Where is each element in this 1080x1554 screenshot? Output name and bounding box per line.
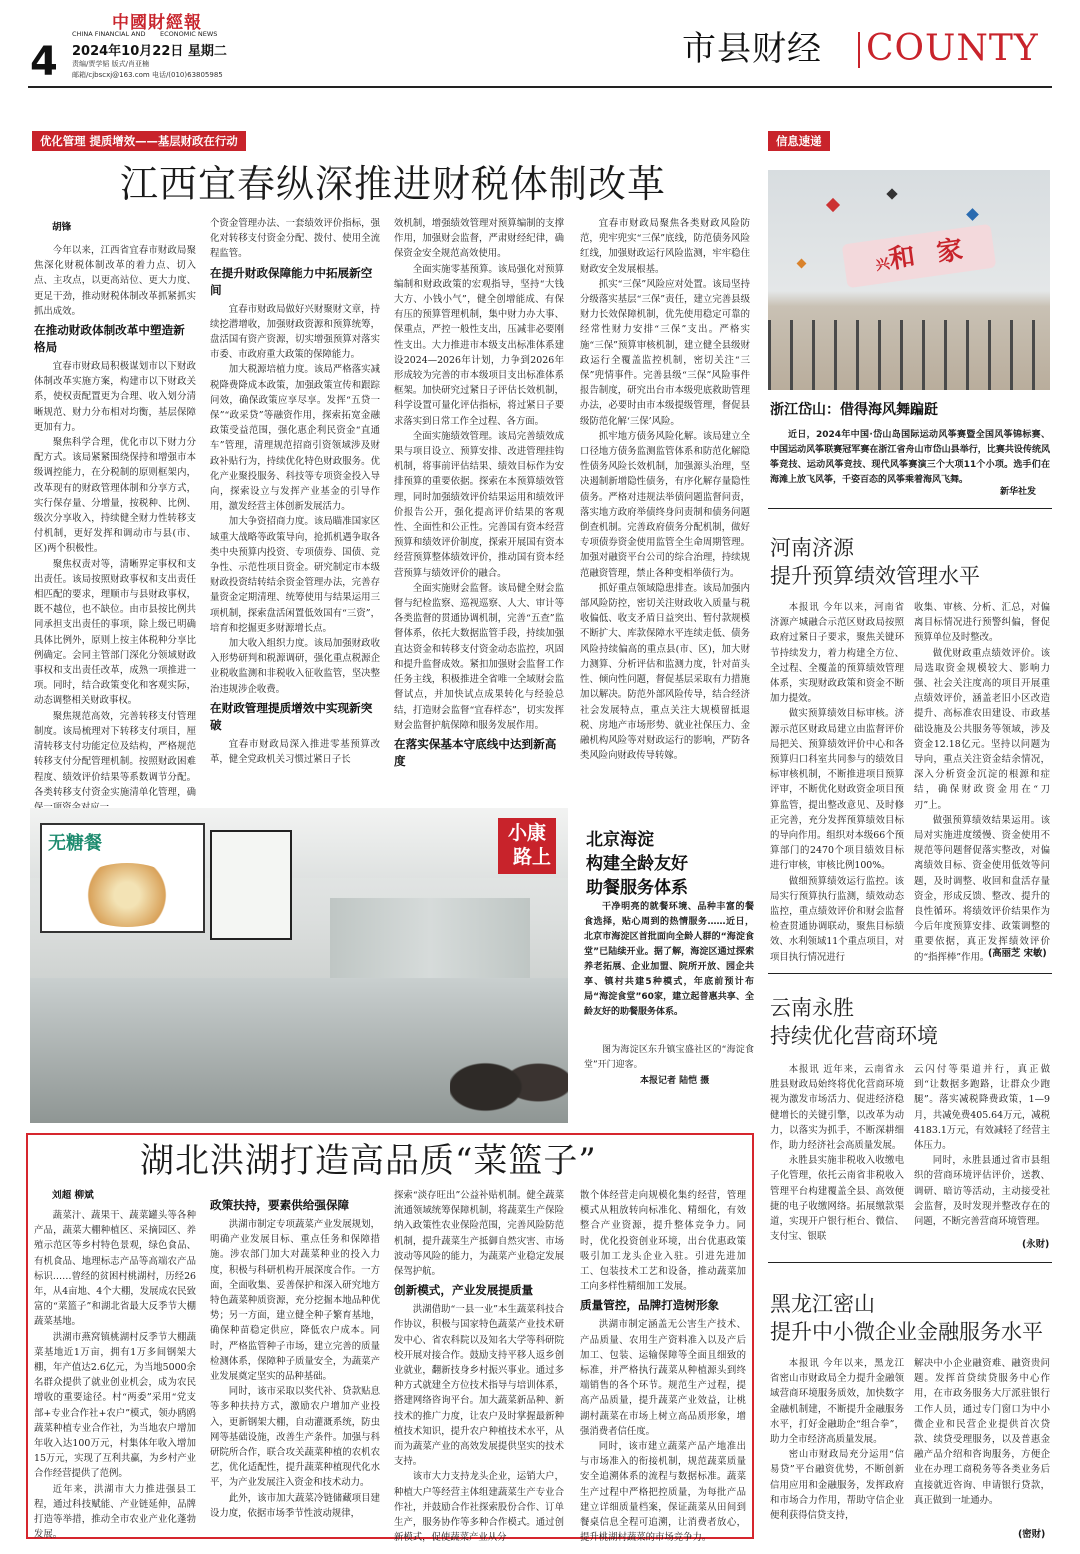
paragraph: 做实预算绩效目标审核。济源示范区财政局建立由监督评价局把关、预算绩效评价中心和各预算归口科室共同参与的绩效目标审核机制，不断推进项目预算评审，不断优化财政资金项目预算监管，提出整改意见、及时修正完善，充分发挥预算绩效目标的导向作用。组织对本级66个预算部门的2470个项目绩效目标进行审核，审核比例100%。 bbox=[770, 708, 904, 872]
brief4-title-line1: 黑龙江密山 bbox=[770, 1292, 875, 1316]
feature-title-line3: 助餐服务体系 bbox=[586, 878, 688, 898]
subheading: 政策扶持，要素供给强保障 bbox=[210, 1198, 350, 1212]
article1-col4 bbox=[580, 216, 750, 796]
subheading: 在提升财政保障能力中拓展新空间 bbox=[210, 265, 373, 297]
paragraph: 今年以来，江西省宜春市财政局聚焦深化财税体制改革的着力点、切入点、主攻点，以更高站位、更大力度、更足干劲，推动财税体制改革抓紧抓实抓出成效。 bbox=[34, 245, 196, 317]
paragraph: 收集、审核、分析、汇总，对偏离目标情况进行预警纠偏，督促预算单位及时整改。 bbox=[914, 602, 1050, 644]
paragraph: 个资金管理办法、一套绩效评价指标，强化对转移支付资金分配、拨付、使用全流程监管。 bbox=[210, 218, 380, 260]
paragraph: 本报讯 近年来，云南省永胜县财政局始终将优化营商环境视为激发市场活力、促进经济稳健增长的关键引擎，以改革为动力，以落实为抓手，不断深耕细作，助力经济社会高质量发展。 bbox=[770, 1064, 904, 1152]
brief4-col1 bbox=[770, 1356, 904, 1546]
paragraph: 抓实“三保”风险应对处置。该局坚持分级落实基层“三保”责任，建立完善县级财力长效保障机制，优先使用稳定可靠的经常性财力安排“三保”支出。严格实施“三保”预算审核机制，建立健全县级财政运行全覆盖监控机制，密切关注“三保”兜情事件。完善县级“三保”风险事件报告制度，研究出台市本级兜底救助管理办法，必要时由市本级提级管理，督促县级防范化解‘三保’风险。 bbox=[580, 278, 750, 427]
brief3-signature: (永财) bbox=[1022, 1239, 1050, 1250]
paragraph: 同时，永胜县通过省市县组织的营商环境评估评价，送教、调研、暗访等活动，主动接受社会监督，及时发现并整改存在的问题，不断完善营商环境管理。 bbox=[914, 1155, 1050, 1228]
feature-caption: 图为海淀区东升镇宝盛社区的“海淀食堂”开门迎客。 bbox=[584, 1045, 754, 1070]
paragraph: 聚焦科学合理，优化市以下财力分配方式。该局紧紧围绕保持和增强市本级调控能力，在分税制的原则框架内，改革现有的财政管理体制和分享方式，实行保存量、分增量，按税种、比例、级次分享收入，持续健全财力性转移支付机制，更好发挥和调动市与县(市、区)两个积极性。 bbox=[34, 437, 196, 555]
paragraph: 宜春市财政局深入推进零基预算改革，健全党政机关习惯过紧日子长 bbox=[210, 738, 380, 766]
kite-1 bbox=[826, 198, 840, 212]
paragraph: 近年来，洪湖市大力推进强县工程，通过科技赋能、产业链延伸，品牌打造等举措，推动全市农业产业化蓬勃发展。 bbox=[34, 1483, 196, 1541]
subheading: 在推动财政体制改革中塑造新格局 bbox=[34, 323, 185, 355]
paragraph: 宜春市财政局积极谋划市以下财政体制改革实施方案，构建市以下财政关系，使权责配置更为合理、收入划分清晰规范、财力分布相对均衡，基层保障更加有力。 bbox=[34, 361, 196, 433]
menu-screen bbox=[210, 830, 292, 940]
masthead-rule bbox=[28, 86, 1052, 88]
article2-col3 bbox=[394, 1188, 564, 1544]
paragraph: 加大争资招商力度。该局瞄准国家区域重大战略等政策导向，抢抓机遇争取各类中央预算内投资、专项债券、国债、竞争性、示范性项目资金。研究制定市本级财政投资结转结余资金管理办法，完善存量资金定期清理、统筹使用与结果运用三项机制，探索盘活闲置低效国有“三资”，培育和挖掘更多财源增长点。 bbox=[210, 516, 380, 634]
menu-board-sign: 无糖餐 bbox=[48, 833, 102, 854]
paragraph: 该市大力支持龙头企业，运销大户，种植大户等经营主体组建蔬菜生产专业合作社，并鼓励合作社探索股份合作、订单生产，服务协作等多种合作模式。通过创新模式，促使蔬菜产业从分 bbox=[394, 1471, 564, 1544]
paragraph: 洪湖市燕窝镇桃湖村反季节大棚蔬菜基地近1万亩，拥有1万多间钢架大棚，年产值达2.6亿元，为当地5000余名群众提供了就业创业机会，成为农民增收的重要途径。村“两委”采用“党支部+专业合作社+农户”模式，领办鸥鸥蔬菜种植专业合作社，为当地农户增加年收入达100万元，村集体年收入增加15万元，实现了互利共赢，为乡村产业合作经营提供了范例。 bbox=[34, 1331, 196, 1480]
brief4-title bbox=[770, 1290, 1043, 1346]
paragraph: 抓好重点领域隐患排查。该局加强内部风险防控，密切关注财政收入质量与税收偏低、收支矛盾日益突出、暂付款规模不断扩大、库款保障水平连续走低、债务风险持续偏高的重点县(市、区)，加大财力测算、分析评估和监测力度，针对苗头性、倾向性问题，督促基层采取有力措施加以解决。防范外部风险传导，结合经济社会发展特点，重点关注大规模留抵退税、房地产市场形势、就业社保压力、金融机构风险等对财政运行的影响，严防各类风险向财政传导转嫁。 bbox=[580, 582, 750, 762]
paragraph: 全面实施财会监督。该局健全财会监督与纪检监察、巡视巡察、人大、审计等各类监督的贯通协调机制，完善“五查”监督体系，依托大数据监管手段，持续加强直达资金和转移支付资金动态监控，巩固和提升监督成效。紧扣加强财会监督工作任务主线，积极推进全省唯一全域财会监督试点，并加快试点成果转化与经验总结，打造财会监督“宜春样态”，切实发挥财会监督护航保障和服务发展作用。 bbox=[394, 582, 564, 731]
page-number: 4 bbox=[30, 39, 58, 85]
kitchen-window bbox=[330, 898, 530, 978]
paragraph: 解决中小企业融资难、融资贵问题。发挥首贷续贷服务中心作用，在市政务服务大厅派驻银行工作人员，通过专门窗口为中小微企业和民营企业提供首次贷款、续贷受理服务，以及普惠金融产品介绍和咨询服务，方便企业在办理工商税务等各类业务后直接就近咨询、申请银行贷款，真正做到一址通办。 bbox=[914, 1358, 1050, 1506]
article2-col2 bbox=[210, 1194, 380, 1534]
paragraph: 加大税源培植力度。该局严格落实减税降费降成本政策，加强政策宣传和跟踪问效，确保政策应享尽享。发挥“五贷一保”“政采贷”等融资作用，探索拓宽金融政策受益范围，强化惠企利民资金“直通车”管理，清理规范招商引资领域涉及财政补贴行为，持续优化特色财政服务。优化产业聚投服务、科技等专项资金投入导向，探索设立与发挥产业基金的引导作用，激发经营主体创新发展活力。 bbox=[210, 364, 380, 513]
newspaper-logo: 中國財經報 bbox=[112, 13, 202, 33]
paragraph: 加大收入组织力度。该局加强财政收入形势研判和税源调研，强化重点税源企业税收监测和非税收入征收监管，坚决整治违规涉企收费。 bbox=[210, 638, 380, 695]
article2-title: 湖北洪湖打造高品质“菜篮子” bbox=[140, 1141, 597, 1181]
paragraph: 全面实施绩效管理。该局完善绩效成果与项目设立、预算安排、改进管理挂钩机制，将事前评估结果、绩效目标作为安排预算的重要依据。探索在本预算绩效管理，同时加强绩效评价结果运用和绩效评价报告公开，强化提高评价结果的客观性、全面性和公正性。完善国有资本经营预算和绩效评价制度，探索开展国有资本经营预算整体绩效评价，推动国有资本经营预算与绩效评价的融合。 bbox=[394, 430, 564, 579]
paragraph: 蔬菜汁、蔬果干、蔬菜罐头等各种产品，蔬菜大棚种植区、采摘园区、养殖示范区等乡村特色景观，绿色食品、有机食品、地理标志产品等高端农产品标识……曾经的贫困村桃湖村，历经26年，从4亩地、4个大棚，发展成农民致富的“菜篮子”和湖北省最大反季节大棚蔬菜基地。 bbox=[34, 1210, 196, 1328]
kite-photo bbox=[768, 170, 1050, 390]
right-rule-3 bbox=[768, 1262, 1052, 1263]
feature-headline bbox=[586, 828, 756, 900]
subheading: 质量管控，品牌打造树形象 bbox=[580, 1298, 720, 1313]
paragraph: 洪湖借助“一县一业”本生蔬菜科技合作协议，积极与国家特色蔬菜产业技术研发中心、省农科院以及知名大学等科研院校开展对接合作。鼓励支持平移人返乡创业就业，翻新技身乡村振兴事业。通过多种方式就建全方位技术指导与培训体系，搭建网络咨询平台。加大蔬菜新品种、新技术的推广力度，让农户及时掌握最新种植技术知识，提升农户种植技术水平，从而为蔬菜产业的高效发展提供坚实的技术支持。 bbox=[394, 1304, 564, 1468]
subheading: 创新模式，产业发展提质量 bbox=[394, 1283, 534, 1298]
article1-col3 bbox=[394, 216, 564, 796]
kite-3 bbox=[966, 208, 979, 221]
article2-author: 刘超 柳斌 bbox=[52, 1190, 94, 1201]
subheading: 在落实保基本守底线中达到新高度 bbox=[394, 736, 557, 768]
contact: 邮箱/cjbscxj@163.com 电话/(010)63805985 bbox=[72, 71, 223, 79]
stamp-xiaokang bbox=[498, 818, 556, 874]
paragraph: 宜春市财政局做好兴财聚财文章，持续挖潜增收，加强财政资源和预算统筹，盘活国有资产资源，切实增强预算对落实市委、市政府重大政策的保障能力。 bbox=[210, 303, 380, 361]
paragraph: 探索“淡存旺出”公益补贴机制。健全蔬菜流通领域统筹保障机制，将蔬菜生产保险纳入政策性农业保险范围，完善风险防范机制，提升蔬菜生产抵御自然灾害、市场波动等风险的能力，为蔬菜产业稳定发展保驾护航。 bbox=[394, 1190, 564, 1278]
feature-title-line1: 北京海淀 bbox=[586, 830, 654, 850]
feature-title-line2: 构建全龄友好 bbox=[586, 854, 688, 874]
right-rule-2 bbox=[768, 973, 1052, 974]
article1-col1 bbox=[34, 243, 196, 798]
paragraph: 做优财政重点绩效评价。该局选取资金规模较大、影响力强、社会关注度高的项目开展重点绩效评价，涵盖老旧小区改造提升、高标准农田建设、市政基础设施及公共服务等领域，涉及资金12.18亿元。坚持以问题为导向，重点关注资金结余情况，深入分析资金沉淀的根源和症结，确保财政资金用在“刀刃”上。 bbox=[914, 647, 1050, 811]
logo-en-line1: CHINA FINANCIAL AND bbox=[72, 30, 146, 38]
brief4-title-line2: 提升中小微企业金融服务水平 bbox=[770, 1320, 1043, 1344]
issue-date: 2024年10月22日 星期二 bbox=[72, 44, 227, 59]
food-image bbox=[72, 863, 182, 927]
paragraph: 做细预算绩效运行监控。该局实行预算执行监测，绩效动态监控，重点绩效评价和财会监督检查贯通协调联动，聚焦目标绩效、水利领域11个重点项目，对项目执行情况进行 bbox=[770, 875, 904, 963]
paragraph: 密山市财政局充分运用“信易贷”平台融资优势，不断创新信用应用和金融服务，发挥政府和市场合力作用，帮助守信企业便利获得信贷支持， bbox=[770, 1449, 904, 1522]
kite-4 bbox=[797, 259, 807, 269]
paragraph: 宜春市财政局聚焦各类财政风险防范，兜牢兜实“三保”底线，防范债务风险红线，加强财政运行风险监测，牢牢稳住财政安全发展根基。 bbox=[580, 218, 750, 275]
paragraph: 全面实施零基预算。该局强化对预算编制和财政政策的宏观指导，坚持“大钱大方、小钱小气”，健全创增能成、有保有压的预算管理机制，集中财力办大事、保重点，严控一般性支出，压减非必要刚性支出。大力推进市本级支出标准体系建设2024—2026年计划，力争到2026年形成较为完善的市本级项目支出标准体系框架。加快研究过紧日子评估长效机制，科学设置可量化评估指标，将过紧日子要求落实到日常工作全过程、各方面。 bbox=[394, 263, 564, 427]
brief2-title-line1: 河南济源 bbox=[770, 536, 854, 560]
editors: 责编/贾学韬 版式/肖亚楠 bbox=[72, 60, 149, 68]
paragraph: 洪湖市制定专项蔬菜产业发展规划，明确产业发展目标、重点任务和保障措施。涉农部门加大对蔬菜种业的投入力度，积极与科研机构开展深度合作。一方面，全面收集、妥善保护和深入研究地方特色蔬菜种质资源，充分挖掘本地品种优势；另一方面，建立健全种子繁育基地，确保种苗稳定供应，降低农户成本。同时，严格监管种子市场，建立完善的质量检测体系，保障种子质量安全，为蔬菜产业发展奠定坚实的品种基础。 bbox=[210, 1219, 380, 1383]
section-divider bbox=[858, 32, 860, 68]
banner-char-1: 兴 bbox=[874, 256, 891, 275]
right-section-tag: 信息速递 bbox=[768, 131, 830, 151]
brief3-col1 bbox=[770, 1062, 904, 1280]
brief3-title-line2: 持续优化营商环境 bbox=[770, 1024, 938, 1048]
subheading: 在财政管理提质增效中实现新突破 bbox=[210, 700, 373, 732]
paragraph: 洪湖市制定涵盖无公害生产技术、产品质量、农用生产资料准入以及产后加工、包装、运输保障等全面且细致的标准，并严格执行蔬菜从种植源头到终端销售的各个环节。规范生产过程，提高产品质量，提升蔬菜产业效益，让桃湖村蔬菜在市场上树立高品质形象，增强消费者信任度。 bbox=[580, 1319, 746, 1437]
brief3-title-line1: 云南永胜 bbox=[770, 996, 854, 1020]
paragraph: 云闪付等渠道并行，真正做到“让数据多跑路，让群众少跑腿”。落实减税降费政策，1—9月，共减免费405.64万元，减税4183.1万元，有效减轻了经营主体压力。 bbox=[914, 1064, 1050, 1152]
feature-body: 干净明亮的就餐环境、品种丰富的餐食选择，贴心周到的热情服务……近日，北京市海淀区首批面向全龄人群的“海淀食堂”已陆续开业。据了解，海淀区通过探索养老拓展、企业加盟、院所开放、园企共享、镇村共建5种模式，年底前预计布局“海淀食堂”60家，建立起普惠共享、全龄友好的助餐服务体系。 bbox=[584, 902, 754, 1017]
masthead bbox=[0, 0, 1080, 92]
diners bbox=[450, 1033, 568, 1123]
paragraph: 效机制，增强绩效管理对预算编制的支撑作用，加强财会监督，严肃财经纪律，确保资金安全规范高效使用。 bbox=[394, 218, 564, 260]
stamp-line2: 路上 bbox=[512, 846, 551, 868]
paragraph: 永胜县实施非税收入收缴电子化管理，依托云南省非税收入管理平台构建覆盖全县、高效便捷的电子收缴网络。拓展缴款渠道，实现开户银行柜台、微信、支付宝、银联 bbox=[770, 1155, 904, 1243]
paragraph: 抓牢地方债务风险化解。该局建立全口径地方债务监测监管体系和防范化解隐性债务风险长效机制，加强源头治理，坚决遏制新增隐性债务，有序化解存量隐性债务。严格对违规法举债问题监督问责，落实地方政府举债终身问责制和债务问题倒查机制。完善政府债务分配机制，做好专项债券资金使用监管全生命周期管理。加强对融资平台公司的综合治理，持续规范融资管理，禁止各种变相举债行为。 bbox=[580, 430, 750, 579]
brief4-col2 bbox=[914, 1356, 1050, 1526]
brief1-signature: 新华社发 bbox=[1000, 487, 1037, 497]
canteen-photo bbox=[30, 808, 568, 1123]
brief3-col2 bbox=[914, 1062, 1050, 1262]
brief1-body: 近日，2024年中国·岱山岛国际运动风筝赛暨全国风筝锦标赛、中国运动风筝联赛冠军赛在浙江省舟山市岱山县举行，比赛共设传统风筝竞技、运动风筝竞技、现代风筝赛演三个大项11个小项。选手们在海滩上放飞风筝，千姿百态的风筝乘着海风飞舞。 bbox=[770, 430, 1050, 485]
paragraph: 本报讯 今年以来，黑龙江省密山市财政局全力提升金融领域营商环境服务质效，加快数字金融机制建，不断提升金融服务水平，打好金融助企“组合拳”，助力全市经济高质量发展。 bbox=[770, 1358, 904, 1446]
paragraph: 本报讯 今年以来，河南省济源产城融合示范区财政局按照政府过紧日子要求，聚焦关键环节持续发力，着力构建全方位、全过程、全覆盖的预算绩效管理体系，实现财政政策和资金不断加力提效。 bbox=[770, 602, 904, 705]
brief2-col1 bbox=[770, 600, 904, 970]
article2-col4 bbox=[580, 1188, 746, 1544]
paragraph: 散个体经营走向规模化集约经营，管理模式从粗放转向标准化、精细化，有效整合产业资源，提升整体竞争力。同时，优化投资创业环境，出台优惠政策吸引加工龙头企业入驻。引进先进加工、包装技术工艺和设备，推动蔬菜加工向多样性精细加工发展。 bbox=[580, 1190, 746, 1293]
section-title-cn: 市县财经 bbox=[682, 29, 822, 69]
article1-author: 胡锋 bbox=[52, 222, 72, 233]
article2-col1 bbox=[34, 1208, 196, 1541]
paragraph: 此外，该市加大蔬菜冷链储藏项目建设力度，依据市场季节性波动规律， bbox=[210, 1492, 380, 1519]
paragraph: 聚焦规范高效，完善转移支付管理制度。该局梳理对下转移支付项目，厘清转移支付功能定位及结构，严格规范转移支付分配管理机制。按照财政困难程度、绩效评价结果等系数调节分配。各类转移支付资金实施清单化管理，确 bbox=[34, 710, 196, 798]
logo-en-line2: ECONOMIC NEWS bbox=[160, 30, 218, 38]
right-rule-1 bbox=[768, 508, 1052, 509]
feature-credit: 本报记者 陆恺 摄 bbox=[640, 1076, 710, 1086]
left-section-tag: 优化管理 提质增效——基层财政在行动 bbox=[32, 131, 246, 151]
paragraph: 聚焦权责对等，清晰界定事权和支出责任。该局按照财政事权和支出责任相匹配的要求，理顺市与县财政事权，既不越位，也不缺位。由市县按比例共同承担支出责任的事项，除上级已明确具体比例外，原则上按主体税种分享比例确定。会同主管部门深化分领域财政事权和支出责任改革，成熟一项推进一项。同时，结合政策变化和客观实际，动态调整相关财政事权。 bbox=[34, 558, 196, 707]
brief3-title bbox=[770, 994, 938, 1050]
brief2-title bbox=[770, 534, 980, 590]
banner-char-3: 家 bbox=[934, 235, 965, 269]
kite-2 bbox=[886, 188, 897, 199]
section-title-en: COUNTY bbox=[866, 28, 1039, 69]
banner-char-2: 和 bbox=[887, 241, 918, 276]
brief1-title: 浙江岱山：借得海风舞蹁跹 bbox=[770, 402, 938, 418]
article1-col2 bbox=[210, 216, 380, 796]
beach-crowd bbox=[768, 320, 1050, 390]
brief2-title-line2: 提升预算绩效管理水平 bbox=[770, 564, 980, 588]
article1-title: 江西宜春纵深推进财税体制改革 bbox=[120, 162, 667, 206]
brief4-signature: (密财) bbox=[1018, 1529, 1046, 1540]
paragraph: 做强预算绩效结果运用。该局对实施进度缓慢、资金使用不规范等问题督促落实整改，对偏离绩效目标、资金使用低效等问题，及时调整、收回和盘活存量资金，形成反馈、整改、提升的良性循环。将绩效评价结果作为今后年度预算安排、政策调整的重要依据，真正发挥绩效评价的“指挥棒”作用。 bbox=[914, 814, 1050, 963]
kite-banner bbox=[842, 224, 997, 288]
paragraph: 同时，该市采取以奖代补、贷款贴息等多种扶持方式，激励农户增加产业投入，更新钢架大棚，自动灌溉系统，防虫网等基础设施，改善生产条件。加强与科研院所合作，联合攻关蔬菜种植的农机农艺，优化适配性，提升蔬菜种植现代化水平，为产业发展注入资金和技术动力。 bbox=[210, 1386, 380, 1489]
paragraph: 同时，该市建立蔬菜产品产地准出与市场准入的衔接机制，规范蔬菜质量安全追溯体系的流程与数据标准。蔬菜生产过程中严格把控质量，为每批产品建立详细质量档案，保证蔬菜从田间到餐桌信息全程可追溯，让消费者放心，提升桃湖村蔬菜的市场竞争力。 bbox=[580, 1441, 746, 1544]
menu-board bbox=[40, 823, 205, 933]
brief2-signature: (高丽芝 宋敏) bbox=[988, 948, 1047, 959]
stamp-line1: 小康 bbox=[507, 822, 546, 844]
